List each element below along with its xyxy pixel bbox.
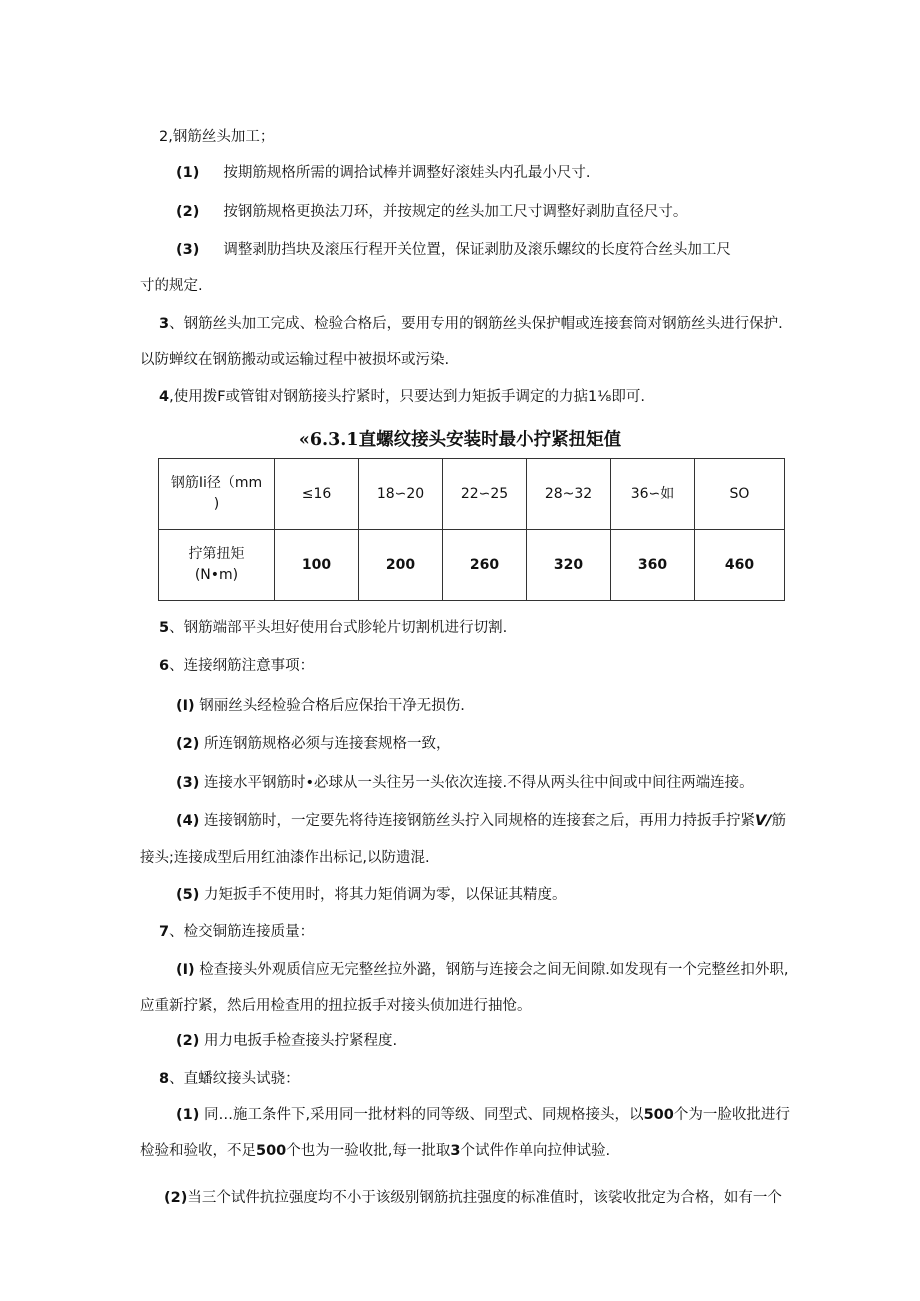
item-6-4-text: 连接钢筋时，一定要先将待连接钢筋丝头拧入同规格的连接套之后，再用力持扳手拧紧 <box>203 813 755 829</box>
section-7-number: 7 <box>159 924 170 940</box>
item-7-1-continuation <box>140 996 532 1016</box>
item-8-1-number-3: 3 <box>450 1143 461 1159</box>
section-2-heading-text: 2,钢筋丝头加工； <box>159 129 275 145</box>
diameter-cell: 22∽25 <box>443 459 527 530</box>
torque-cell: 460 <box>695 530 785 601</box>
section-4 <box>159 387 645 407</box>
section-6-number: 6 <box>159 658 170 674</box>
diameter-cell: 36∽如 <box>611 459 695 530</box>
section-3-continuation-text: 以防蝉纹在钢筋搬动或运输过程中被损坏或污染. <box>140 352 450 368</box>
item-6-2-number: (2) <box>176 736 200 752</box>
item-6-4-text-end: 筋 <box>771 813 786 829</box>
torque-header-line1: 拧第扭矩 <box>188 546 245 562</box>
diameter-header-cell <box>159 459 275 530</box>
item-6-4-continuation-text: 接头;连接成型后用红油漆作出标记,以防遗混. <box>140 850 430 866</box>
section-2-heading <box>159 127 274 147</box>
torque-cell: 100 <box>275 530 359 601</box>
item-2-3 <box>176 240 731 260</box>
item-6-2-text: 所连钢筋规格必须与连接套规格一致， <box>203 736 451 752</box>
table-row-torque <box>159 530 785 601</box>
torque-cell: 200 <box>359 530 443 601</box>
diameter-cell: 18∽20 <box>359 459 443 530</box>
item-2-1 <box>176 163 590 183</box>
torque-cell: 320 <box>527 530 611 601</box>
section-8-text: 、直蟠纹接头试骁： <box>169 1071 300 1087</box>
item-8-1-text-b: 个为一脸收批进行 <box>673 1107 790 1123</box>
item-7-2-text: 用力电扳手检查接头拧紧程度. <box>203 1033 398 1049</box>
torque-table <box>158 458 785 601</box>
section-5-number: 5 <box>159 620 170 636</box>
diameter-cell: 28~32 <box>527 459 611 530</box>
item-6-1 <box>176 696 465 716</box>
item-2-2-text: 按钢筋规格更换法刀环，并按规定的丝头加工尺寸调整好剥肋直径尺寸。 <box>223 204 688 220</box>
item-2-3-continuation-text: 寸的规定. <box>140 278 203 294</box>
item-6-3-number: (3) <box>176 775 200 791</box>
item-8-1-continuation <box>140 1141 610 1161</box>
section-4-number: 4 <box>159 389 170 405</box>
item-8-1-text-a: 同…施工条件下,采用同一批材料的同等级、同型式、同规格接头，以 <box>203 1107 644 1123</box>
section-3-number: 3 <box>159 316 170 332</box>
item-6-3 <box>176 773 754 793</box>
item-6-4-number: (4) <box>176 813 200 829</box>
item-6-5-text: 力矩扳手不使用时，将其力矩俏调为零，以保证其精度。 <box>203 887 567 903</box>
item-2-3-text: 调整剥肋挡块及滚压行程开关位置，保证剥肋及滚乐螺纹的长度符合丝头加工尺 <box>223 242 731 258</box>
item-6-1-text: 钢丽丝头经检验合格后应保抬干净无损伤. <box>199 698 465 714</box>
item-6-5-number: (5) <box>176 887 200 903</box>
item-2-3-continuation <box>140 276 203 296</box>
section-5-text: 、钢筋端部平头坦好使用台式胗轮片切割机进行切割. <box>169 620 508 636</box>
item-8-2-text: 当三个试件抗拉强度均不小于该级别钢筋抗拄强度的标准值时，该裟收批定为合格，如有一个 <box>187 1190 782 1206</box>
item-7-1 <box>176 960 788 980</box>
section-8 <box>159 1069 300 1089</box>
item-6-1-number: (I) <box>176 698 195 714</box>
torque-cell: 260 <box>443 530 527 601</box>
table-title: «6.3.1直螺纹接头安装时最小拧紧扭矩值 <box>298 430 622 450</box>
item-6-4-continuation <box>140 848 430 868</box>
section-7-text: 、检交铜筋连接质量： <box>169 924 315 940</box>
table-row-diameter <box>159 459 785 530</box>
item-2-3-number: (3) <box>176 242 200 258</box>
item-8-1-cont-a: 检验和验收，不足 <box>140 1143 256 1159</box>
item-8-2 <box>164 1188 782 1208</box>
item-2-2 <box>176 202 687 222</box>
item-7-1-continuation-text: 应重新拧紧，然后用检查用的扭拉扳手对接头侦加进行抽怆。 <box>140 998 532 1014</box>
item-8-1-cont-c: 个试件作单向拉伸试验. <box>460 1143 611 1159</box>
section-3-text: 、钢筋丝头加工完成、检验合格后，要用专用的钢筋丝头保护帽或连接套筒对钢筋丝头进行保护. <box>169 316 783 332</box>
section-7 <box>159 922 314 942</box>
torque-cell: 360 <box>611 530 695 601</box>
item-2-1-text: 按期筋规格所需的调拾试棒并调整好滚娃头内孔最小尺寸. <box>223 165 591 181</box>
item-6-3-text: 连接水平钢筋时•必球从一头往另一头依次连接.不得从两头往中间或中间往两端连接。 <box>203 775 754 791</box>
item-8-1-number-500b: 500 <box>256 1143 287 1159</box>
item-7-1-text: 检查接头外观质信应无完整丝拉外潞，钢筋与连接会之间无间隙.如发现有一个完整丝扣外职, <box>199 962 789 978</box>
section-6-text: 、连接纲筋注意事项： <box>169 658 315 674</box>
item-2-1-number: (1) <box>176 165 200 181</box>
diameter-cell: ≤16 <box>275 459 359 530</box>
section-4-text: ,使用拨F或管钳对钢筋接头拧紧时，只要达到力矩扳手调定的力掂1⅛即可. <box>169 389 645 405</box>
diameter-header-line1: 钢筋Ii径（mm <box>170 475 263 491</box>
item-6-2 <box>176 734 450 754</box>
item-8-1-number: (1) <box>176 1107 200 1123</box>
item-6-4 <box>176 811 786 831</box>
diameter-cell: SO <box>695 459 785 530</box>
item-8-1 <box>176 1105 790 1125</box>
torque-header-cell <box>159 530 275 601</box>
diameter-header-line2: ) <box>213 496 220 512</box>
item-6-4-glyph: V/ <box>754 813 772 829</box>
item-2-2-number: (2) <box>176 204 200 220</box>
section-3 <box>159 314 783 334</box>
torque-header-line2: (N•m) <box>194 567 239 583</box>
section-5 <box>159 618 507 638</box>
section-6 <box>159 656 314 676</box>
item-8-2-number: (2) <box>164 1190 188 1206</box>
item-8-1-number-500: 500 <box>643 1107 674 1123</box>
section-8-number: 8 <box>159 1071 170 1087</box>
item-7-2-number: (2) <box>176 1033 200 1049</box>
item-8-1-cont-b: 个也为一验收批,每一批取 <box>286 1143 451 1159</box>
item-6-5 <box>176 885 566 905</box>
item-7-2 <box>176 1031 397 1051</box>
section-3-continuation <box>140 350 449 370</box>
item-7-1-number: (I) <box>176 962 195 978</box>
